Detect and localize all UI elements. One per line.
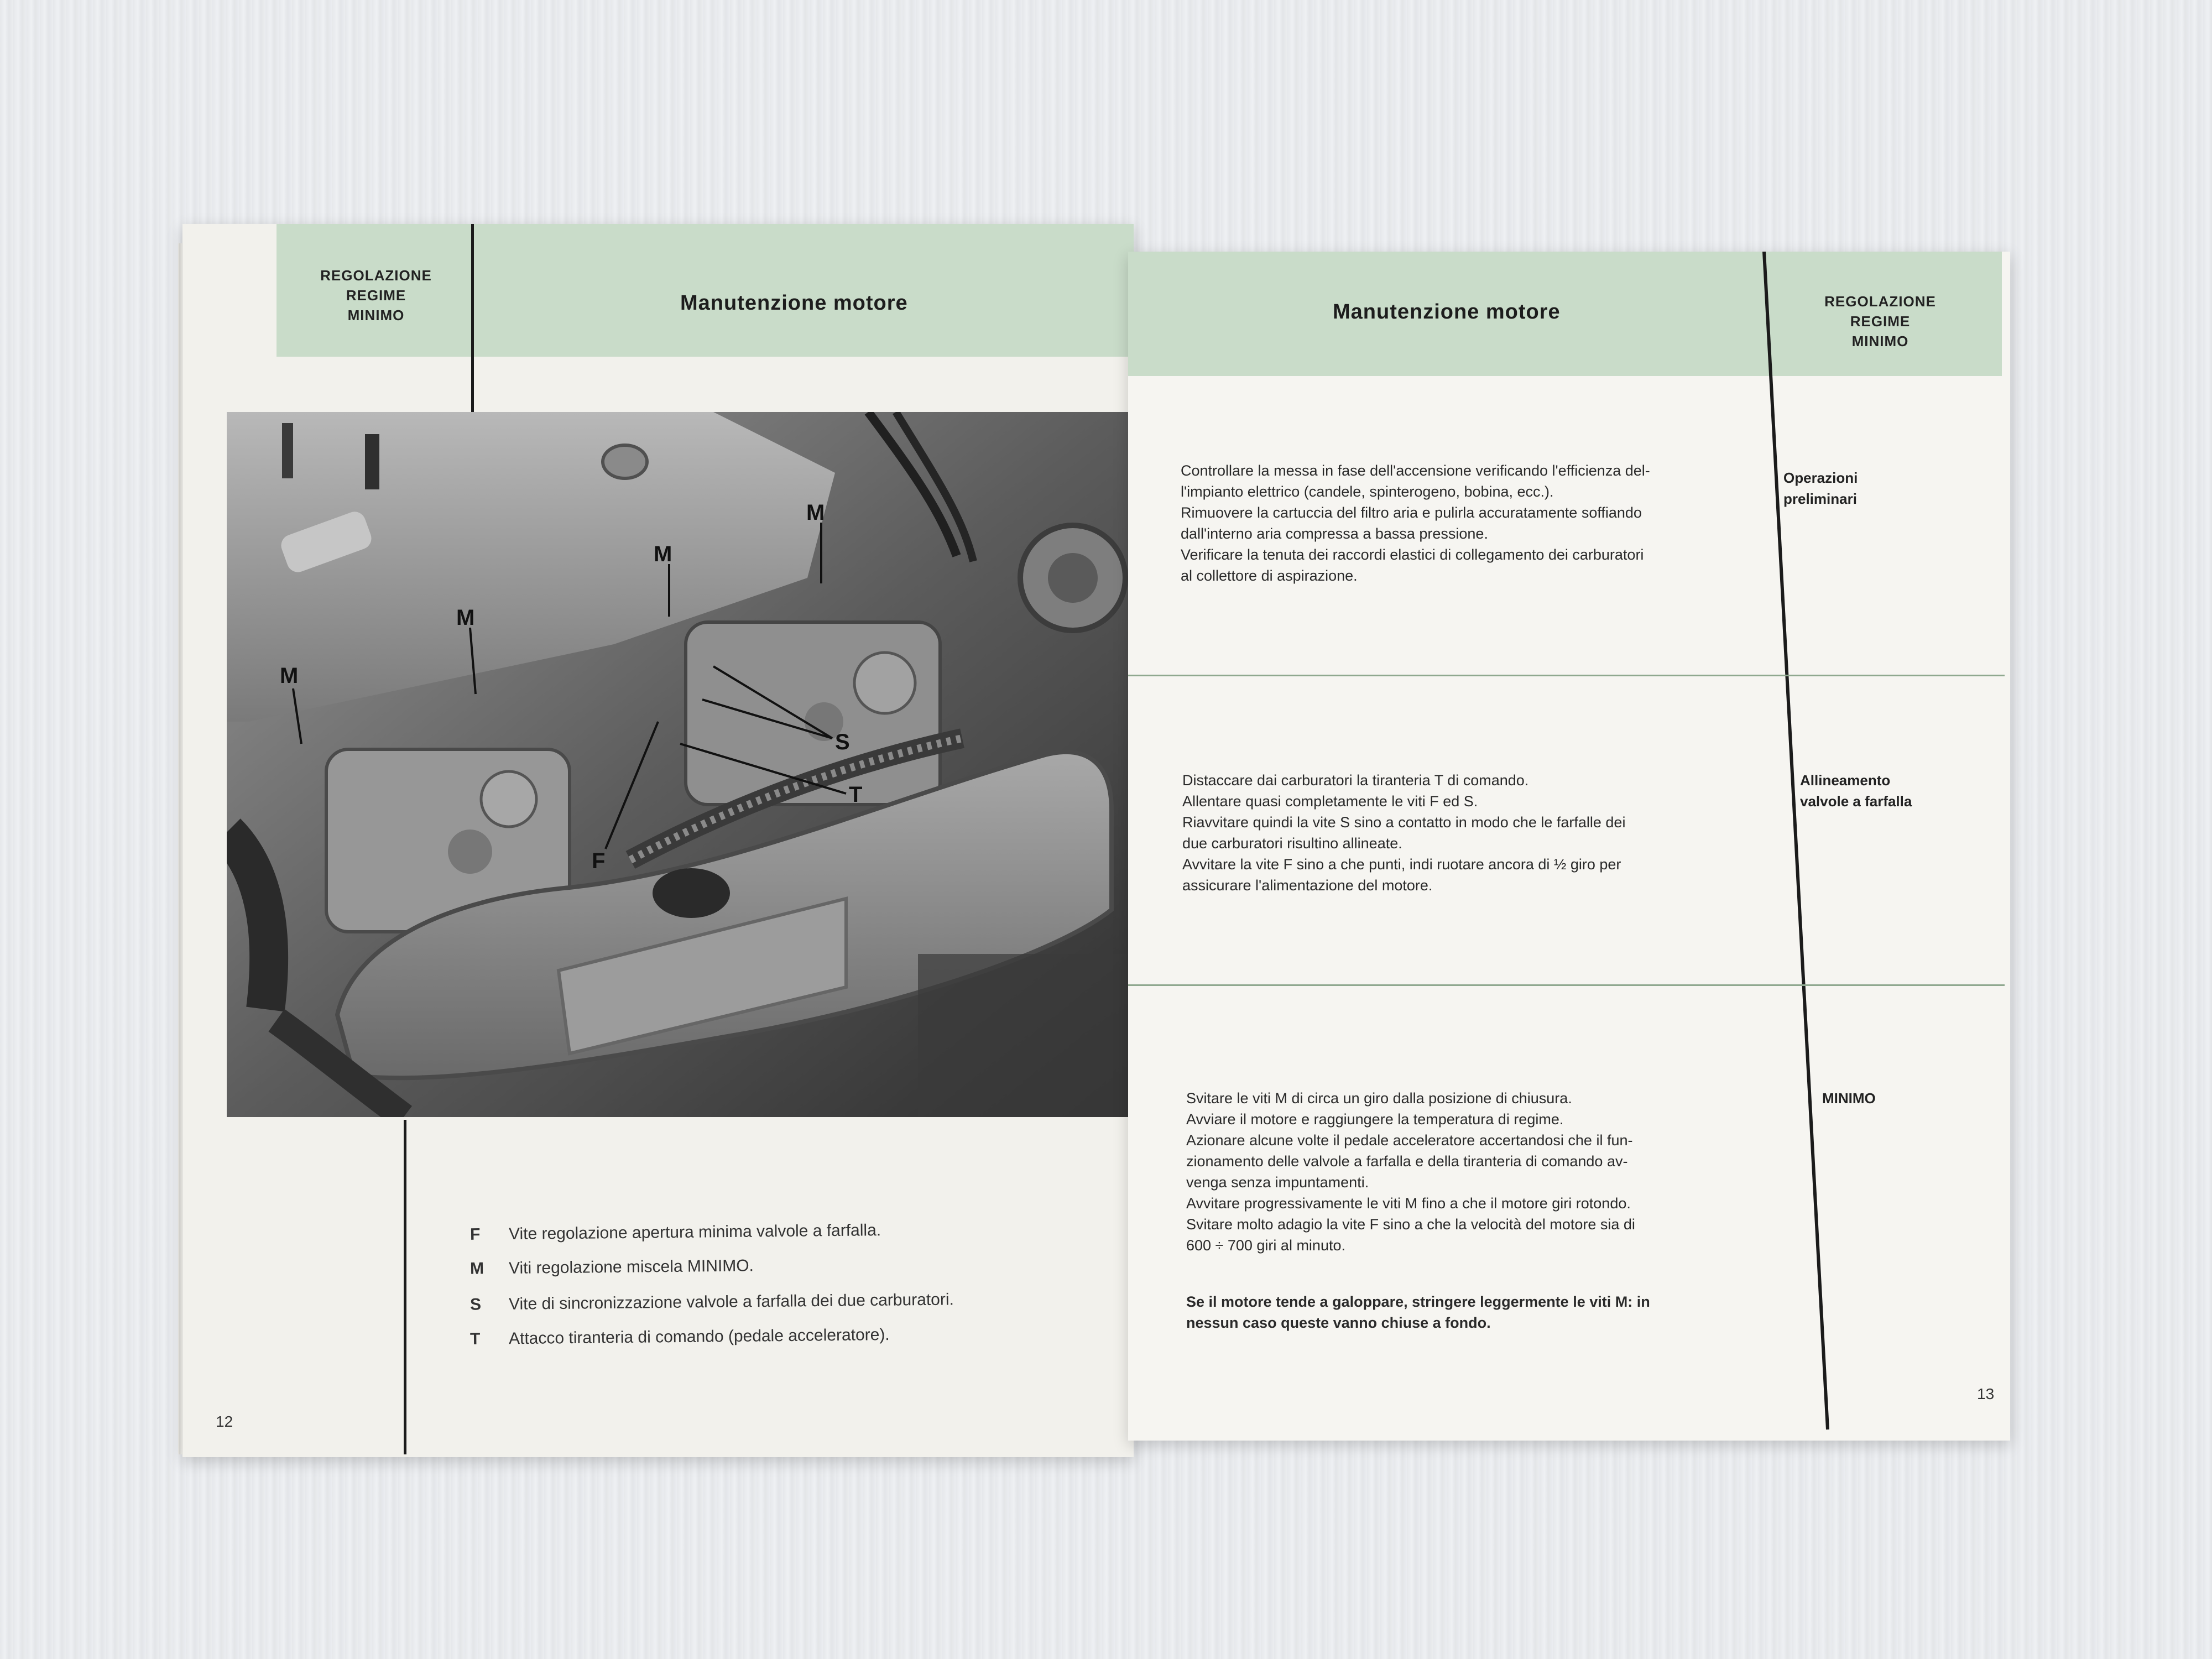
section-text-preliminari: Controllare la messa in fase dell'accensione verificando l'efficienza del- l'impianto elettrico (candele, spinterogeno, bobina, ecc.). Rimuovere la cartuccia del filtro aria e pulirla accuratamente soffiando dall'interno aria compressa a bassa pressione. Verificare la tenuta dei raccordi elastici di collegamento dei carburatori al collettore di aspirazione. (1181, 462, 1650, 584)
header-divider-left (471, 224, 474, 412)
legend-item-f: F Vite regolazione apertura minima valvole a farfalla. (469, 1221, 881, 1244)
page-number-left: 12 (216, 1413, 233, 1430)
page-title-right: Manutenzione motore (1333, 300, 1561, 324)
legend-divider (404, 1120, 406, 1454)
section-label-minimo: MINIMO (1822, 1090, 1876, 1107)
section-text-minimo: Svitare le viti M di circa un giro dalla posizione di chiusura. Avviare il motore e raggiungere la temperatura di regime. Azionare alcune volte il pedale acceleratore accertandosi che il fun- zionamento delle valvole a farfalla e della tiranteria di comando av- venga senza impuntamenti. Avvitare progressivamente le viti M fino a che il motore giri rotondo. Svitare molto adagio la vite F sino a che la velocità del motore sia di 600 ÷ 700 giri al minuto. (1186, 1090, 1635, 1254)
callout-m-1: M (280, 664, 299, 688)
section-label-allineamento: Allineamento valvole a farfalla (1800, 772, 1912, 810)
callout-m-2: M (456, 606, 475, 630)
callout-m-4: M (806, 500, 825, 525)
tab-label-right: REGOLAZIONE REGIME MINIMO (1824, 293, 1936, 349)
callout-t: T (849, 782, 863, 807)
page-title-left: Manutenzione motore (680, 291, 908, 315)
section-divider-2 (1128, 984, 2005, 986)
section-label-preliminari: Operazioni preliminari (1783, 469, 1858, 507)
section-note-minimo: Se il motore tende a galoppare, stringere leggermente le viti M: in nessun caso queste vanno chiuse a fondo. (1186, 1293, 1650, 1331)
callout-s: S (835, 730, 850, 754)
callout-f: F (592, 849, 606, 873)
legend-item-m: M Viti regolazione miscela MINIMO. (469, 1256, 754, 1278)
section-divider-1 (1128, 675, 2005, 676)
callout-m-3: M (654, 542, 672, 566)
tab-label-left: REGOLAZIONE REGIME MINIMO (320, 267, 432, 324)
page-number-right: 13 (1977, 1385, 1995, 1402)
section-text-allineamento: Distaccare dai carburatori la tiranteria T di comando. Allentare quasi completamente le viti F ed S. Riavvitare quindi la vite S sino a contatto in modo che le farfalle dei due carburatori risultino allineate. Avvitare la vite F sino a che punti, indi ruotare ancora di ½ giro per assicurare l'alimentazione del motore. (1182, 772, 1626, 894)
legend-item-s: S Vite di sincronizzazione valvole a farfalla dei due carburatori. (469, 1290, 954, 1314)
legend-item-t: T Attacco tiranteria di comando (pedale acceleratore). (469, 1326, 890, 1348)
engine-photo (227, 412, 1128, 1117)
right-page (1128, 252, 2010, 1441)
